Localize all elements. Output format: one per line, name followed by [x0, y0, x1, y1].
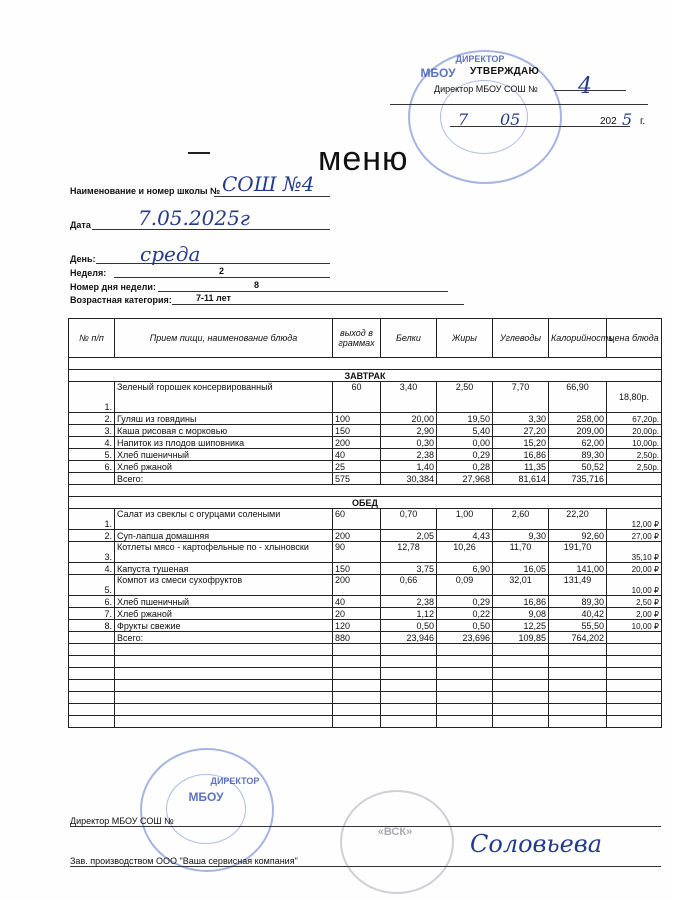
row-kcal: 89,30 — [549, 449, 607, 461]
row-num: 5. — [69, 449, 115, 461]
row-protein: 1,12 — [381, 608, 437, 620]
row-num: 3. — [69, 542, 115, 563]
row-fat: 10,26 — [437, 542, 493, 563]
row-carbs: 16,86 — [493, 596, 549, 608]
footer-production-line — [70, 866, 661, 867]
row-kcal: 92,60 — [549, 530, 607, 542]
row-price: 18,80р. — [607, 382, 662, 413]
footer-stamp-title: ДИРЕКТОР — [210, 776, 260, 786]
row-name: Котлеты мясо - картофельные по - хлыновски — [115, 542, 333, 563]
row-num: 1. — [69, 382, 115, 413]
age-value: 7-11 лет — [196, 293, 231, 303]
empty-row — [69, 680, 662, 692]
row-weight: 200 — [333, 530, 381, 542]
row-weight: 40 — [333, 596, 381, 608]
footer-director-line — [70, 826, 661, 827]
row-num: 5. — [69, 575, 115, 596]
row-carbs: 16,86 — [493, 449, 549, 461]
row-weight: 60 — [333, 509, 381, 530]
row-weight: 100 — [333, 413, 381, 425]
row-protein: 0,50 — [381, 620, 437, 632]
row-kcal: 209,00 — [549, 425, 607, 437]
row-carbs: 2,60 — [493, 509, 549, 530]
row-num: 6. — [69, 596, 115, 608]
table-row — [69, 437, 662, 449]
table-row — [69, 509, 662, 530]
row-protein: 0,66 — [381, 575, 437, 596]
row-kcal: 66,90 — [549, 382, 607, 413]
total-protein: 23,946 — [381, 632, 437, 644]
row-fat: 0,28 — [437, 461, 493, 473]
week-line — [114, 277, 330, 278]
row-name: Напиток из плодов шиповника — [115, 437, 333, 449]
total-weight: 575 — [333, 473, 381, 485]
table-row — [69, 461, 662, 473]
approval-stamp-school: МБОУ — [420, 66, 456, 80]
row-protein: 2,38 — [381, 449, 437, 461]
empty-row — [69, 656, 662, 668]
total-label: Всего: — [115, 473, 333, 485]
row-kcal: 89,30 — [549, 596, 607, 608]
row-kcal: 258,00 — [549, 413, 607, 425]
row-price: 2,50р. — [607, 461, 662, 473]
header-kcal: Калорийность — [549, 319, 607, 358]
row-num: 1. — [69, 509, 115, 530]
row-name: Суп-лапша домашняя — [115, 530, 333, 542]
row-kcal: 55,50 — [549, 620, 607, 632]
row-kcal: 131,49 — [549, 575, 607, 596]
table-row — [69, 563, 662, 575]
row-name: Хлеб ржаной — [115, 461, 333, 473]
row-price: 10,00 ₽ — [607, 575, 662, 596]
header-protein: Белки — [381, 319, 437, 358]
weekday-label: Номер дня недели: — [70, 282, 156, 292]
approval-stamp-title: ДИРЕКТОР — [455, 54, 505, 64]
footer-director-label: Директор МБОУ СОШ № — [70, 816, 174, 826]
day-line — [96, 263, 330, 264]
section-breakfast — [69, 370, 662, 382]
row-fat: 1,00 — [437, 509, 493, 530]
row-protein: 3,75 — [381, 563, 437, 575]
row-carbs: 11,70 — [493, 542, 549, 563]
footer-production-label: Зав. производством ООО "Ваша сервисная компания" — [70, 856, 298, 866]
row-weight: 40 — [333, 449, 381, 461]
row-name: Хлеб ржаной — [115, 608, 333, 620]
row-carbs: 27,20 — [493, 425, 549, 437]
row-price: 10,00 ₽ — [607, 620, 662, 632]
row-weight: 120 — [333, 620, 381, 632]
row-weight: 150 — [333, 425, 381, 437]
total-kcal: 735,716 — [549, 473, 607, 485]
table-row — [69, 542, 662, 563]
day-label: День: — [70, 254, 96, 264]
row-weight: 60 — [333, 382, 381, 413]
row-weight: 200 — [333, 437, 381, 449]
row-name: Гуляш из говядины — [115, 413, 333, 425]
company-stamp-text: «ВСК» — [377, 826, 413, 838]
row-carbs: 16,05 — [493, 563, 549, 575]
title-dash — [188, 152, 210, 154]
empty-row — [69, 716, 662, 728]
empty-row — [69, 644, 662, 656]
page-title: меню — [318, 140, 409, 178]
row-fat: 4,43 — [437, 530, 493, 542]
weekday-value: 8 — [254, 280, 260, 290]
row-carbs: 32,01 — [493, 575, 549, 596]
spacer-row — [69, 485, 662, 497]
row-protein: 3,40 — [381, 382, 437, 413]
row-protein: 20,00 — [381, 413, 437, 425]
approval-year-hw: 5 — [622, 110, 633, 129]
week-label: Неделя: — [70, 268, 107, 278]
company-stamp — [340, 790, 454, 894]
row-fat: 0,22 — [437, 608, 493, 620]
approval-director-label: Директор МБОУ СОШ № — [434, 84, 538, 94]
row-num: 2. — [69, 413, 115, 425]
table-row — [69, 425, 662, 437]
row-protein: 0,70 — [381, 509, 437, 530]
approval-school-number: 4 — [578, 74, 592, 99]
row-price: 35,10 ₽ — [607, 542, 662, 563]
row-protein: 1,40 — [381, 461, 437, 473]
row-kcal: 40,42 — [549, 608, 607, 620]
row-fat: 6,90 — [437, 563, 493, 575]
age-label: Возрастная категория: — [70, 295, 172, 305]
table-row — [69, 530, 662, 542]
row-weight: 25 — [333, 461, 381, 473]
row-weight: 200 — [333, 575, 381, 596]
total-label: Всего: — [115, 632, 333, 644]
row-name: Фрукты свежие — [115, 620, 333, 632]
total-carbs: 109,85 — [493, 632, 549, 644]
section-title: ЗАВТРАК — [69, 370, 662, 382]
row-price: 2,50 ₽ — [607, 596, 662, 608]
row-kcal: 50,52 — [549, 461, 607, 473]
section-lunch — [69, 497, 662, 509]
empty-row — [69, 704, 662, 716]
spacer-row — [69, 358, 662, 370]
total-protein: 30,384 — [381, 473, 437, 485]
row-price: 2,50р. — [607, 449, 662, 461]
approval-year-suffix: г. — [640, 116, 646, 127]
row-protein: 2,90 — [381, 425, 437, 437]
school-value: СОШ №4 — [222, 172, 315, 196]
row-name: Зеленый горошек консервированный — [115, 382, 333, 413]
row-num: 4. — [69, 563, 115, 575]
row-fat: 0,09 — [437, 575, 493, 596]
date-label: Дата — [70, 220, 91, 230]
school-line — [214, 196, 330, 197]
row-price: 67,20р. — [607, 413, 662, 425]
signature: Соловьева — [470, 830, 603, 858]
total-row — [69, 473, 662, 485]
table-row — [69, 620, 662, 632]
row-kcal: 141,00 — [549, 563, 607, 575]
row-weight: 90 — [333, 542, 381, 563]
table-row — [69, 575, 662, 596]
row-name: Хлеб пшеничный — [115, 449, 333, 461]
row-carbs: 9,08 — [493, 608, 549, 620]
total-weight: 880 — [333, 632, 381, 644]
approval-day: 7 — [458, 110, 469, 129]
table-row — [69, 382, 662, 413]
date-value: 7.05.2025г — [138, 206, 250, 230]
total-carbs: 81,614 — [493, 473, 549, 485]
row-carbs: 15,20 — [493, 437, 549, 449]
row-fat: 0,29 — [437, 449, 493, 461]
row-carbs: 3,30 — [493, 413, 549, 425]
row-price: 10,00р. — [607, 437, 662, 449]
row-name: Хлеб пшеничный — [115, 596, 333, 608]
row-carbs: 9,30 — [493, 530, 549, 542]
row-fat: 19,50 — [437, 413, 493, 425]
row-carbs: 12,25 — [493, 620, 549, 632]
total-kcal: 764,202 — [549, 632, 607, 644]
row-num: 3. — [69, 425, 115, 437]
empty-row — [69, 668, 662, 680]
table-row — [69, 596, 662, 608]
row-carbs: 7,70 — [493, 382, 549, 413]
table-header — [69, 319, 662, 358]
row-protein: 12,78 — [381, 542, 437, 563]
row-name: Салат из свеклы с огурцами солеными — [115, 509, 333, 530]
row-kcal: 191,70 — [549, 542, 607, 563]
row-fat: 2,50 — [437, 382, 493, 413]
table-row — [69, 413, 662, 425]
approval-year-prefix: 202 — [600, 116, 617, 127]
row-price: 27,00 ₽ — [607, 530, 662, 542]
row-price: 2,00 ₽ — [607, 608, 662, 620]
header-weight: выход в граммах — [333, 319, 381, 358]
row-fat: 5,40 — [437, 425, 493, 437]
approval-divider — [390, 104, 648, 105]
total-row — [69, 632, 662, 644]
header-name: Прием пищи, наименование блюда — [115, 319, 333, 358]
footer-stamp-school: МБОУ — [188, 790, 224, 804]
school-label: Наименование и номер школы № — [70, 186, 221, 196]
total-fat: 27,968 — [437, 473, 493, 485]
approval-heading: УТВЕРЖДАЮ — [470, 66, 540, 77]
row-kcal: 62,00 — [549, 437, 607, 449]
row-num: 6. — [69, 461, 115, 473]
row-fat: 0,50 — [437, 620, 493, 632]
menu-table — [68, 318, 662, 728]
row-protein: 2,38 — [381, 596, 437, 608]
row-fat: 0,29 — [437, 596, 493, 608]
table-row — [69, 449, 662, 461]
total-fat: 23,696 — [437, 632, 493, 644]
row-price: 12,00 ₽ — [607, 509, 662, 530]
row-kcal: 22,20 — [549, 509, 607, 530]
header-carbs: Углеводы — [493, 319, 549, 358]
row-num: 8. — [69, 620, 115, 632]
row-name: Каша рисовая с морковью — [115, 425, 333, 437]
header-num: № п/п — [69, 319, 115, 358]
header-fat: Жиры — [437, 319, 493, 358]
row-protein: 0,30 — [381, 437, 437, 449]
row-protein: 2,05 — [381, 530, 437, 542]
row-price: 20,00р. — [607, 425, 662, 437]
row-price: 20,00 ₽ — [607, 563, 662, 575]
row-name: Капуста тушеная — [115, 563, 333, 575]
row-num: 4. — [69, 437, 115, 449]
row-weight: 20 — [333, 608, 381, 620]
week-value: 2 — [219, 266, 225, 276]
weekday-line — [158, 291, 448, 292]
header-price: цена блюда — [607, 319, 662, 358]
row-name: Компот из смеси сухофруктов — [115, 575, 333, 596]
empty-row — [69, 692, 662, 704]
row-weight: 150 — [333, 563, 381, 575]
approval-month: 05 — [500, 110, 521, 129]
row-num: 7. — [69, 608, 115, 620]
section-title: ОБЕД — [69, 497, 662, 509]
row-carbs: 11,35 — [493, 461, 549, 473]
day-value: среда — [140, 242, 201, 266]
table-row — [69, 608, 662, 620]
age-line — [172, 304, 464, 305]
row-num: 2. — [69, 530, 115, 542]
row-fat: 0,00 — [437, 437, 493, 449]
